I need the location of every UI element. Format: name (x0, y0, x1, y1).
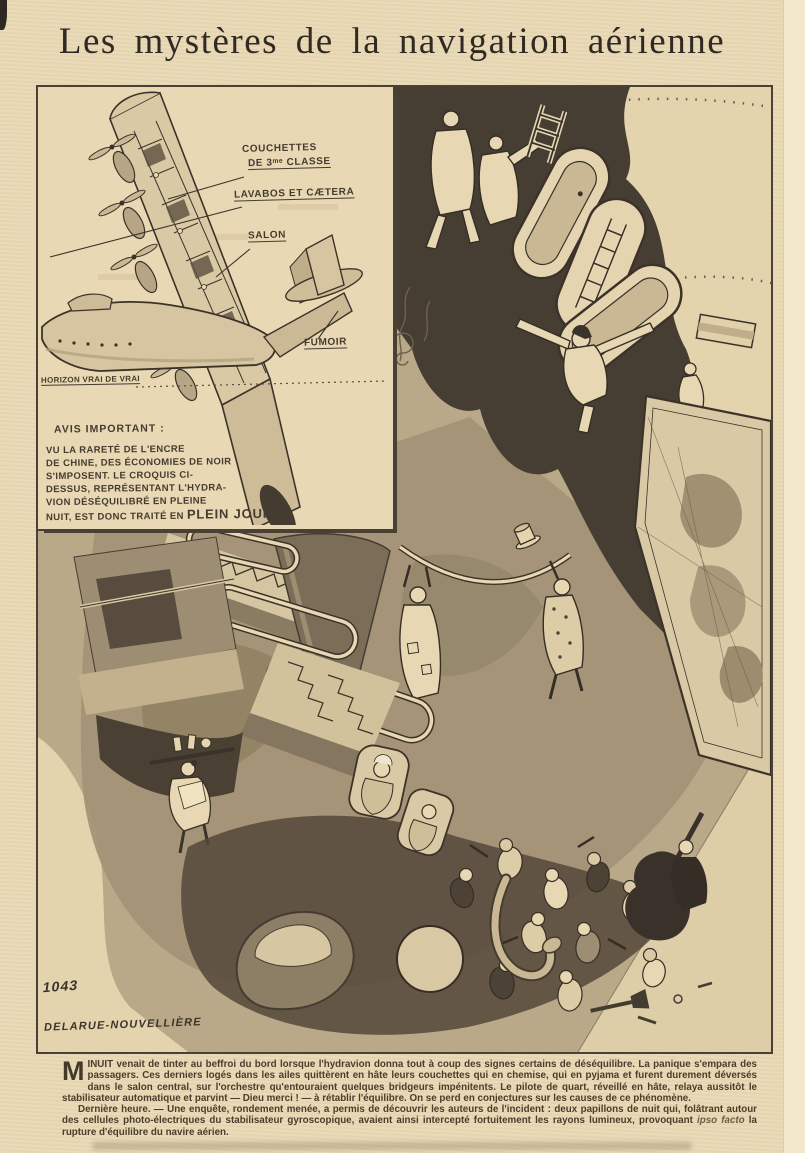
plate-number: 1043 (41, 976, 80, 996)
caption-paragraph-1-text: INUIT venait de tinter au beffroi du bord lorsque l'hydravion donna tout à coup des signes certains de déséquilibre. La panique s'empara des passagers. Ces derniers logés dans les ailes quittèrent en hâte leurs couchettes qui en chemise, qui en pyjama et furent durement déversés dans le salon central, sur l'orchestre qu'entouraient quelques bridgeurs impénitents. Le pilote de quart, réveillé en hâte, relaya aussitôt le stabilisateur automatique et parvint — Dieu merci ! — à rétablir l'équilibre. On se perd en conjectures sur les causes de ce phénomène. (62, 1059, 757, 1104)
label-salon: SALON (247, 229, 287, 242)
scan-edge (783, 0, 805, 1153)
avis-line: DESSUS, REPRÉSENTANT L'HYDRA- (45, 482, 227, 496)
scan-smudge (92, 1142, 692, 1150)
avis-last-line: NUIT, EST DONC TRAITÉ EN PLEIN JOUR (45, 505, 273, 524)
label-lavabos: LAVABOS ET CÆTERA (233, 186, 355, 201)
avis-line: DE CHINE, DES ÉCONOMIES DE NOIR (45, 456, 232, 470)
caption-paragraph-2 (62, 1104, 757, 1138)
caption-paragraph-2-italic: ipso facto (696, 1115, 745, 1127)
avis-note (46, 443, 273, 523)
inset-diagram-panel (38, 87, 395, 531)
avis-title: AVIS IMPORTANT : (53, 422, 165, 436)
label-fumoir: FUMOIR (303, 336, 348, 349)
caption-paragraph-2-end: la rupture d'équilibre du navire aérien. (62, 1115, 757, 1138)
avis-emphasis: PLEIN JOUR (186, 505, 273, 522)
label-couchettes-line2: DE 3ᵐᵉ CLASSE (247, 155, 331, 170)
caption-block (62, 1056, 757, 1138)
avis-line: VU LA RARETÉ DE L'ENCRE (45, 443, 185, 457)
main-illustration-frame (36, 85, 773, 1054)
caption-paragraph-2-mid: — Une enquête, rondement menée, a permis de découvrir les auteurs de l'incident : deux papillons de nuit qui, folâtrant autour des cellules photo-électriques du stabilisateur gyroscopique, avaient ainsi intercepté fortuitement les rayons lumineux, provoquant (62, 1104, 757, 1127)
caption-dropcap: M (62, 1056, 85, 1086)
page-title: Les mystères de la navigation aérienne (58, 21, 726, 62)
label-couchettes-line1: COUCHETTES (241, 142, 318, 155)
avis-line: VION DÉSÉQUILIBRÉ EN PLEINE (45, 495, 207, 509)
caption-paragraph-1 (62, 1056, 757, 1104)
avis-line: S'IMPOSENT. LE CROQUIS CI- (45, 469, 194, 483)
artist-signature: DELARUE-NOUVELLIÈRE (43, 1016, 203, 1034)
label-horizon: HORIZON VRAI DE VRAI (40, 374, 140, 385)
caption-paragraph-2-lead: Dernière heure. (78, 1104, 151, 1116)
